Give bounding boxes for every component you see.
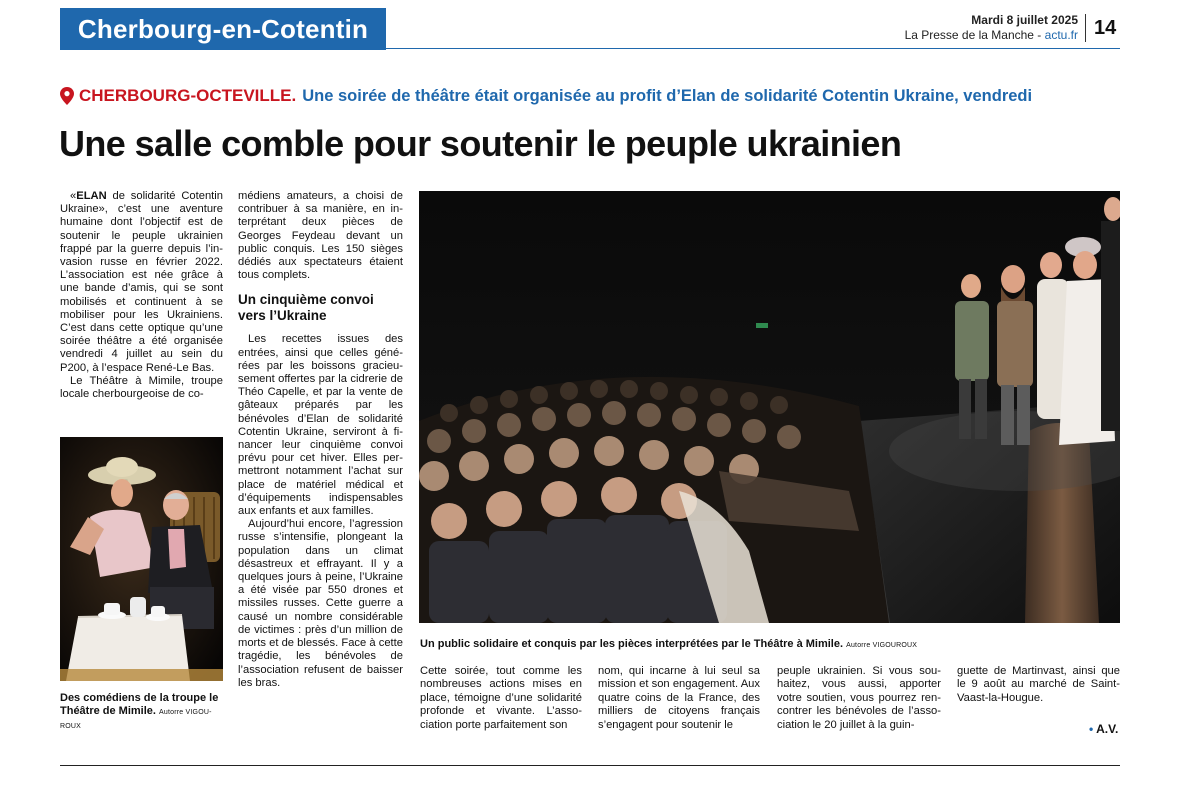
paragraph: Cette soirée, tout comme les nombreuses actions mises en place, témoigne d’une solidarité profonde et vivante. L’association porte parfaitement son bbox=[420, 665, 582, 731]
audience-photo bbox=[419, 191, 1120, 623]
article-column-3 bbox=[420, 665, 582, 732]
bullet-icon: • bbox=[1089, 722, 1094, 736]
article-headline: Une salle comble pour soutenir le peuple ukrainien bbox=[59, 123, 902, 164]
issue-date: Mardi 8 juillet 2025 bbox=[971, 13, 1078, 27]
website-link[interactable]: actu.fr bbox=[1044, 28, 1078, 42]
paragraph: peuple ukrainien. Si vous souhaitez, vous aussi, apporter votre soutien, vous pourrez rencontrer les bénévoles de l’association le 20 juillet à la guin- bbox=[777, 665, 941, 731]
photo-credit: Autorre VIGOUROUX bbox=[846, 642, 918, 649]
paragraph-text: de solidarité Cotentin Ukraine», c’est une aventure humaine dont l’objectif est de soutenir le peuple ukrainien frappé par la guerre depuis l’invasion russe en février 2022. L’association est née grâce à une bande d’amis, qui se sont mobilisés et continuent à se mobiliser pour les Ukrainiens. C’est dans cette optique qu’une soirée théâtre a été organisée vendredi 4 juillet au sein du P200, à l’espace René-Le Bas. bbox=[60, 190, 223, 374]
actors-photo-caption bbox=[60, 692, 226, 733]
caption-text: Des comédiens de la troupe le Théâtre de Mimile. bbox=[60, 692, 219, 717]
publication-name bbox=[905, 28, 1078, 42]
lead-quote: « bbox=[70, 190, 77, 202]
article-column-6 bbox=[957, 665, 1120, 705]
publication-title: La Presse de la Manche - bbox=[904, 28, 1045, 42]
photo-credit: Autorre VIGOUROUX bbox=[60, 709, 212, 730]
paragraph bbox=[60, 190, 223, 375]
article-location: CHERBOURG-OCTEVILLE. bbox=[79, 86, 297, 105]
lead-word: ELAN bbox=[76, 190, 107, 202]
author-initials: A.V. bbox=[1096, 722, 1119, 736]
paragraph: Aujourd’hui encore, l’agression russe s’intensifie, plongeant la population dans un climat désastreux et effrayant. Il y a quelques jours à peine, l’Ukraine a été visée par 550 drones et missiles russes. Cette guerre a causé un nombre considérable de victimes : près d’un million de morts et de blessés. Face à cette tragédie, les bénévoles de l’association refusent de baisser les bras. bbox=[238, 518, 403, 689]
header-divider bbox=[1085, 14, 1086, 42]
article-column-2 bbox=[238, 190, 403, 690]
paragraph: Les recettes issues des entrées, ainsi que celles générées par les boissons gracieusement offertes par la cidrerie de Théo Capelle, et par la vente de gâteaux préparés par les bénévoles d’Elan de solidarité Cotentin Ukraine, serviront à financer leur cinquième convoi prévu pour cet hiver. Elles permettront notamment l’achat sur place de matériel médical et d’équipements indispensables aux enfants et aux familles. bbox=[238, 333, 403, 518]
article-kicker bbox=[60, 86, 1032, 106]
caption-text: Un public solidaire et conquis par les pièces interprétées par le Théâtre à Mimile. bbox=[420, 638, 844, 650]
paragraph: nom, qui incarne à lui seul sa mission et son engagement. Aux quatre coins de la France, des milliers de citoyens français s’engagent pour soutenir le bbox=[598, 665, 760, 731]
page-number: 14 bbox=[1094, 17, 1117, 39]
audience-photo-image bbox=[419, 191, 1120, 623]
section-title: Cherbourg-en-Cotentin bbox=[77, 13, 369, 44]
location-pin-icon bbox=[60, 87, 74, 105]
actors-photo bbox=[60, 437, 223, 681]
audience-photo-caption bbox=[420, 638, 917, 650]
paragraph: médiens amateurs, a choisi de contribuer à sa manière, en interprétant deux pièces de Georges Feydeau devant un public conquis. Les 150 sièges dédiés aux spectateurs étaient tous complets. bbox=[238, 190, 403, 282]
article-subheading: Un cinquième convoi vers l’Ukraine bbox=[238, 292, 374, 324]
article-column-5 bbox=[777, 665, 941, 732]
article-column-1 bbox=[60, 190, 223, 401]
author-signature bbox=[1089, 722, 1118, 736]
section-banner bbox=[60, 8, 386, 50]
paragraph: Le Théâtre à Mimile, troupe locale cherbourgeoise de co- bbox=[60, 374, 223, 401]
header-rule bbox=[386, 48, 1120, 49]
article-column-4 bbox=[598, 665, 760, 732]
page-bottom-rule bbox=[60, 765, 1120, 766]
actors-photo-image bbox=[60, 437, 223, 681]
paragraph: guette de Martinvast, ainsi que le 9 août au marché de Saint-Vaast-la-Hougue. bbox=[957, 665, 1120, 704]
article-deck: Une soirée de théâtre était organisée au profit d’Elan de solidarité Cotentin Ukraine, vendredi bbox=[302, 86, 1033, 105]
